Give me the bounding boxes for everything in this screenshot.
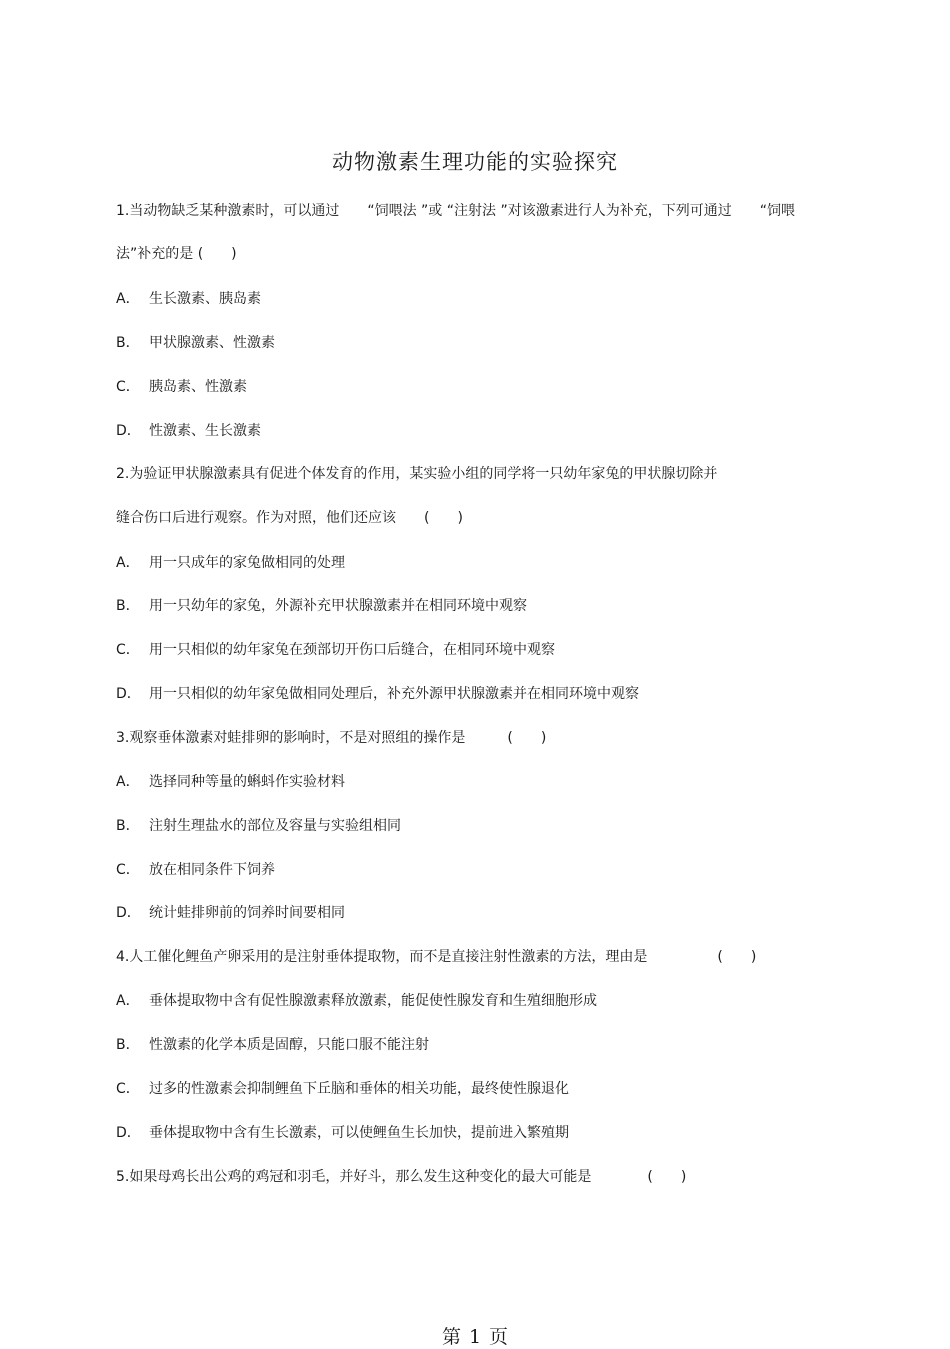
page-number: 1 bbox=[468, 1326, 482, 1348]
question-1-option-b[interactable] bbox=[116, 334, 840, 352]
question-2-stem-line-2: 缝合伤口后进行观察。作为对照，他们还应该 ( ) bbox=[116, 510, 463, 526]
question-2-option-b[interactable] bbox=[116, 597, 840, 615]
option-text: 性激素的化学本质是固醇，只能口服不能注射 bbox=[149, 1037, 429, 1053]
option-text: 用一只相似的幼年家兔做相同处理后，补充外源甲状腺激素并在相同环境中观察 bbox=[149, 686, 639, 702]
option-letter: B． bbox=[116, 598, 140, 614]
option-letter: A． bbox=[116, 291, 140, 307]
option-text: 性激素、生长激素 bbox=[149, 423, 261, 439]
option-text: 注射生理盐水的部位及容量与实验组相同 bbox=[149, 818, 401, 834]
question-3-option-b[interactable] bbox=[116, 817, 840, 835]
question-4-option-d[interactable] bbox=[116, 1124, 840, 1142]
option-letter: A． bbox=[116, 555, 140, 571]
option-letter: C． bbox=[116, 862, 140, 878]
option-letter: C． bbox=[116, 1081, 140, 1097]
question-4-option-b[interactable] bbox=[116, 1036, 840, 1054]
question-2-option-c[interactable] bbox=[116, 641, 840, 659]
option-text: 选择同种等量的蝌蚪作实验材料 bbox=[149, 774, 345, 790]
option-text: 甲状腺激素、性激素 bbox=[149, 335, 275, 351]
question-1-option-d[interactable] bbox=[116, 422, 840, 440]
question-4-option-c[interactable] bbox=[116, 1080, 840, 1098]
question-4-option-a[interactable] bbox=[116, 992, 840, 1010]
option-text: 放在相同条件下饲养 bbox=[149, 862, 275, 878]
option-letter: A． bbox=[116, 993, 140, 1009]
option-text: 胰岛素、性激素 bbox=[149, 379, 247, 395]
question-1-option-a[interactable] bbox=[116, 290, 840, 308]
option-letter: C． bbox=[116, 379, 140, 395]
question-3-stem: 3.观察垂体激素对蛙排卵的影响时，不是对照组的操作是 ( ) bbox=[116, 730, 547, 746]
question-3-option-c[interactable] bbox=[116, 861, 840, 879]
question-2-option-a[interactable] bbox=[116, 554, 840, 572]
question-1-stem-line-2: 法”补充的是 ( ) bbox=[116, 246, 237, 262]
option-letter: D． bbox=[116, 1125, 141, 1141]
option-letter: B． bbox=[116, 335, 140, 351]
page-number-suffix: 页 bbox=[489, 1326, 509, 1348]
option-text: 用一只相似的幼年家兔在颈部切开伤口后缝合，在相同环境中观察 bbox=[149, 642, 555, 658]
page-footer bbox=[0, 1322, 950, 1349]
option-text: 用一只幼年的家兔，外源补充甲状腺激素并在相同环境中观察 bbox=[149, 598, 527, 614]
page-title: 动物激素生理功能的实验探究 bbox=[332, 150, 618, 174]
question-4-stem: 4.人工催化鲤鱼产卵采用的是注射垂体提取物，而不是直接注射性激素的方法，理由是 ( ) bbox=[116, 949, 757, 965]
option-letter: B． bbox=[116, 1037, 140, 1053]
page-number-prefix: 第 bbox=[441, 1326, 461, 1348]
option-letter: D． bbox=[116, 905, 141, 921]
option-letter: C． bbox=[116, 642, 140, 658]
option-text: 用一只成年的家兔做相同的处理 bbox=[149, 555, 345, 571]
question-2-stem-line-1: 2.为验证甲状腺激素具有促进个体发育的作用，某实验小组的同学将一只幼年家兔的甲状腺切除并 bbox=[116, 466, 718, 482]
question-3-option-a[interactable] bbox=[116, 773, 840, 791]
question-2-option-d[interactable] bbox=[116, 685, 840, 703]
option-text: 生长激素、胰岛素 bbox=[149, 291, 261, 307]
option-letter: D． bbox=[116, 423, 141, 439]
option-text: 统计蛙排卵前的饲养时间要相同 bbox=[149, 905, 345, 921]
option-text: 垂体提取物中含有生长激素，可以使鲤鱼生长加快，提前进入繁殖期 bbox=[149, 1125, 569, 1141]
option-text: 过多的性激素会抑制鲤鱼下丘脑和垂体的相关功能，最终使性腺退化 bbox=[149, 1081, 569, 1097]
option-letter: D． bbox=[116, 686, 141, 702]
question-5-stem: 5.如果母鸡长出公鸡的鸡冠和羽毛，并好斗，那么发生这种变化的最大可能是 ( ) bbox=[116, 1169, 687, 1185]
option-text: 垂体提取物中含有促性腺激素释放激素，能促使性腺发育和生殖细胞形成 bbox=[149, 993, 597, 1009]
question-3-option-d[interactable] bbox=[116, 904, 840, 922]
question-1-option-c[interactable] bbox=[116, 378, 840, 396]
option-letter: A． bbox=[116, 774, 140, 790]
option-letter: B． bbox=[116, 818, 140, 834]
question-1-stem-line-1: 1.当动物缺乏某种激素时，可以通过 “饲喂法 ”或 “注射法 ”对该激素进行人为补充，下列可通过 “饲喂 bbox=[116, 203, 795, 219]
